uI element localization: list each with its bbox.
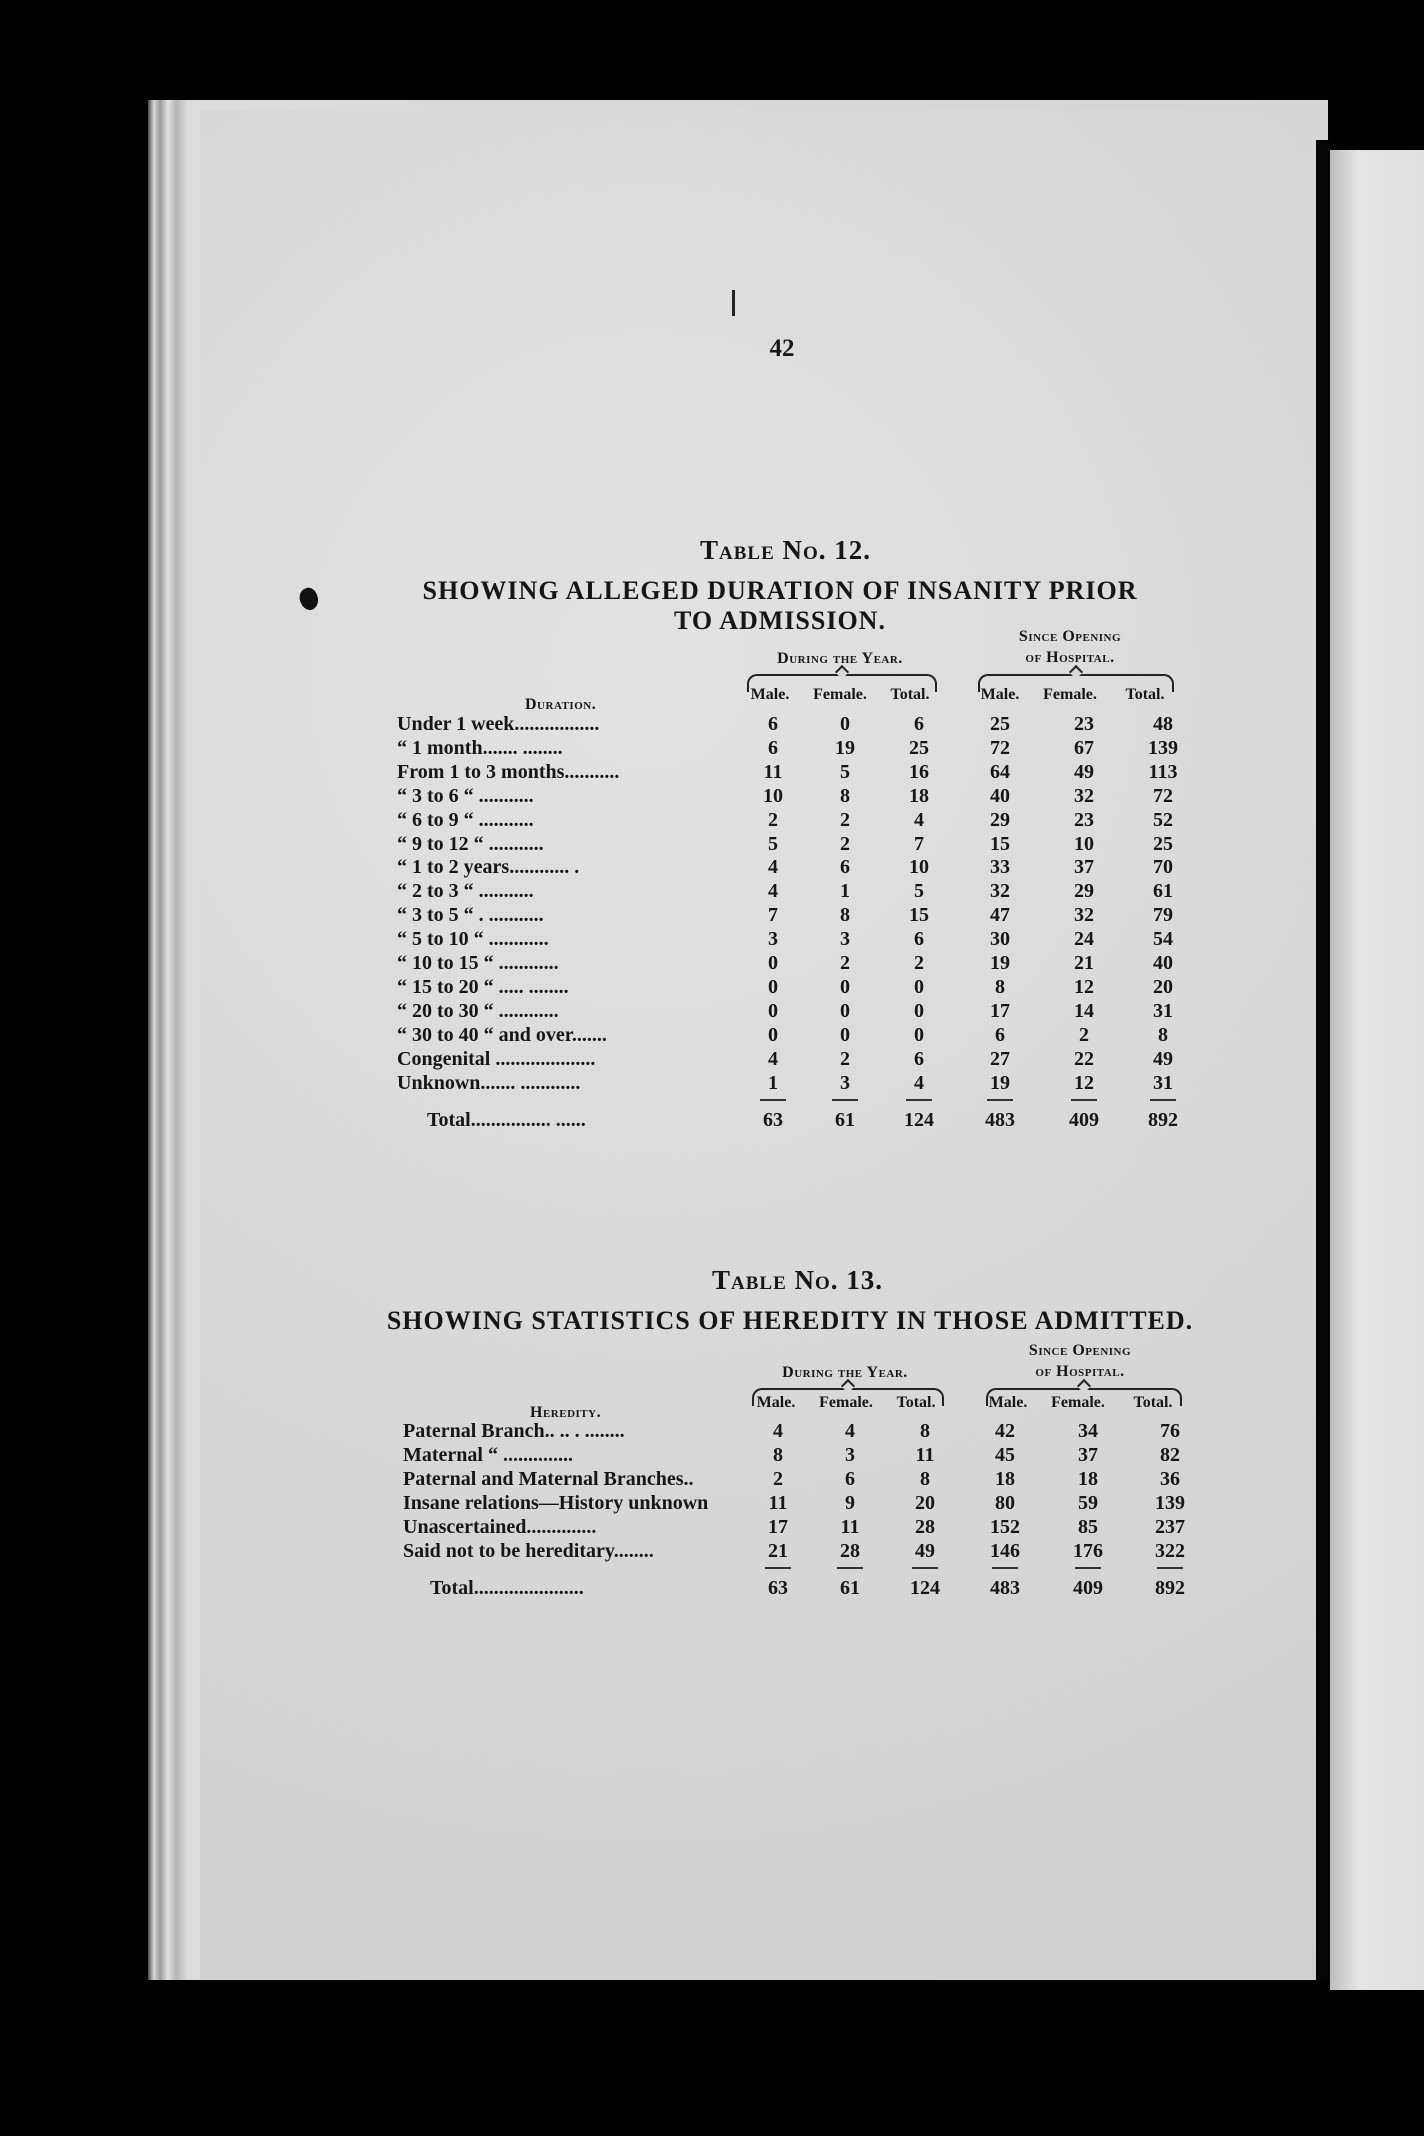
- row-label: From 1 to 3 months...........: [397, 760, 620, 783]
- row-label: “ 30 to 40 “ and over.......: [397, 1023, 607, 1046]
- row-label: “ 6 to 9 “ ...........: [397, 808, 534, 831]
- table-row: [0, 1000, 1424, 1024]
- cell-value: 2: [840, 952, 850, 974]
- row-label: Unknown....... ............: [397, 1071, 581, 1094]
- cell-value: 11: [915, 1443, 935, 1466]
- cell-value: 1: [768, 1071, 778, 1094]
- row-label: “ 3 to 6 “ ...........: [397, 784, 534, 807]
- cell-value: 32: [1074, 784, 1094, 807]
- cell-value: 176: [1073, 1539, 1103, 1562]
- cell-value: 152: [990, 1515, 1020, 1538]
- table13-col-female-year: Female.: [819, 1394, 873, 1411]
- total-value: 409: [1069, 1109, 1099, 1132]
- cell-value: 113: [1148, 760, 1178, 783]
- sum-rule: [765, 1567, 791, 1569]
- cell-value: 139: [1148, 736, 1178, 759]
- total-row: [0, 1577, 1424, 1601]
- cell-value: 0: [840, 1023, 850, 1046]
- table-row: [0, 904, 1424, 928]
- cell-value: 47: [990, 904, 1010, 927]
- table12-caption: Table No. 12.: [700, 535, 872, 565]
- cell-value: 5: [914, 880, 924, 903]
- cell-value: 4: [845, 1420, 855, 1442]
- cell-value: 11: [840, 1515, 860, 1538]
- cell-value: 237: [1155, 1515, 1185, 1538]
- cell-value: 48: [1153, 713, 1173, 735]
- cell-value: 40: [1153, 952, 1173, 974]
- table-row: [0, 976, 1424, 1000]
- sum-rule: [906, 1099, 932, 1101]
- total-value: 892: [1155, 1577, 1185, 1600]
- cell-value: 19: [835, 736, 855, 759]
- sum-rule: [1075, 1567, 1101, 1569]
- cell-value: 6: [995, 1023, 1005, 1046]
- table12-col-female-year: Female.: [813, 686, 867, 703]
- cell-value: 3: [840, 1071, 850, 1094]
- cell-value: 6: [845, 1467, 855, 1490]
- table12-group-since: [1000, 626, 1140, 668]
- cell-value: 11: [763, 760, 783, 783]
- table-row: [0, 952, 1424, 976]
- cell-value: 11: [768, 1491, 788, 1514]
- cell-value: 40: [990, 784, 1010, 807]
- cell-value: 0: [768, 975, 778, 998]
- sum-rule: [832, 1099, 858, 1101]
- row-label: “ 20 to 30 “ ............: [397, 999, 559, 1022]
- table-row: [0, 880, 1424, 904]
- cell-value: 6: [914, 713, 924, 735]
- cell-value: 21: [768, 1539, 788, 1562]
- table12-row-header: Duration.: [525, 696, 597, 713]
- cell-value: 3: [840, 928, 850, 951]
- cell-value: 8: [773, 1443, 783, 1466]
- cell-value: 37: [1074, 856, 1094, 879]
- row-label: Unascertained..............: [403, 1515, 597, 1538]
- table-row: [0, 928, 1424, 952]
- table13-group-since: [1010, 1340, 1150, 1382]
- total-value: 409: [1073, 1577, 1103, 1600]
- table13-col-male-since: Male.: [988, 1394, 1028, 1411]
- row-label: Maternal “ ..............: [403, 1443, 573, 1466]
- cell-value: 67: [1074, 736, 1094, 759]
- row-label: “ 1 month....... ........: [397, 736, 563, 759]
- cell-value: 0: [914, 975, 924, 998]
- table13-row-header: Heredity.: [530, 1404, 602, 1421]
- cell-value: 17: [990, 999, 1010, 1022]
- cell-value: 10: [1074, 832, 1094, 855]
- cell-value: 0: [840, 713, 850, 735]
- page-number: 42: [769, 335, 795, 362]
- table12-col-female-since: Female.: [1043, 686, 1097, 703]
- table-row: [0, 1516, 1424, 1540]
- cell-value: 25: [909, 736, 929, 759]
- table12-heading-line2: TO ADMISSION.: [674, 606, 886, 635]
- row-label: “ 3 to 5 “ . ...........: [397, 904, 544, 927]
- cell-value: 72: [1153, 784, 1173, 807]
- cell-value: 32: [990, 880, 1010, 903]
- cell-value: 0: [768, 999, 778, 1022]
- table-row: [0, 1540, 1424, 1564]
- cell-value: 18: [1078, 1467, 1098, 1490]
- cell-value: 0: [840, 975, 850, 998]
- table-row: [0, 856, 1424, 880]
- cell-value: 322: [1155, 1539, 1185, 1562]
- cell-value: 6: [914, 1047, 924, 1070]
- row-label: “ 2 to 3 “ ...........: [397, 880, 534, 903]
- cell-value: 34: [1078, 1420, 1098, 1442]
- cell-value: 8: [840, 784, 850, 807]
- cell-value: 22: [1074, 1047, 1094, 1070]
- cell-value: 18: [995, 1467, 1015, 1490]
- cell-value: 25: [990, 713, 1010, 735]
- cell-value: 21: [1074, 952, 1094, 974]
- total-value: 483: [985, 1109, 1015, 1132]
- table-row: [0, 1048, 1424, 1072]
- cell-value: 31: [1153, 999, 1173, 1022]
- table-row: [0, 1024, 1424, 1048]
- cell-value: 0: [914, 999, 924, 1022]
- cell-value: 76: [1160, 1420, 1180, 1442]
- cell-value: 70: [1153, 856, 1173, 879]
- cell-value: 7: [768, 904, 778, 927]
- cell-value: 4: [773, 1420, 783, 1442]
- cell-value: 2: [840, 808, 850, 831]
- table13-col-total-year: Total.: [896, 1394, 936, 1411]
- cell-value: 139: [1155, 1491, 1185, 1514]
- cell-value: 32: [1074, 904, 1094, 927]
- cell-value: 82: [1160, 1443, 1180, 1466]
- cell-value: 6: [840, 856, 850, 879]
- total-value: 483: [990, 1577, 1020, 1600]
- total-value: 63: [768, 1577, 788, 1600]
- cell-value: 2: [840, 1047, 850, 1070]
- cell-value: 8: [920, 1420, 930, 1442]
- total-value: 892: [1148, 1109, 1178, 1132]
- cell-value: 12: [1074, 975, 1094, 998]
- cell-value: 4: [768, 880, 778, 903]
- cell-value: 2: [1079, 1023, 1089, 1046]
- cell-value: 2: [840, 832, 850, 855]
- cell-value: 33: [990, 856, 1010, 879]
- cell-value: 9: [845, 1491, 855, 1514]
- table12-group-year: During the Year.: [777, 650, 903, 667]
- sum-rule: [837, 1567, 863, 1569]
- cell-value: 5: [768, 832, 778, 855]
- table13-group-since-line1: Since Opening: [1028, 1342, 1132, 1359]
- cell-value: 79: [1153, 904, 1173, 927]
- table13-col-male-year: Male.: [756, 1394, 796, 1411]
- cell-value: 23: [1074, 713, 1094, 735]
- cell-value: 4: [914, 1071, 924, 1094]
- total-value: 61: [835, 1109, 855, 1132]
- table-row: [0, 833, 1424, 857]
- cell-value: 61: [1153, 880, 1173, 903]
- cell-value: 1: [840, 880, 850, 903]
- cell-value: 3: [845, 1443, 855, 1466]
- table13-col-total-since: Total.: [1133, 1394, 1173, 1411]
- table-row: [0, 1420, 1424, 1444]
- row-label: Said not to be hereditary........: [403, 1539, 654, 1562]
- cell-value: 8: [995, 975, 1005, 998]
- cell-value: 17: [768, 1515, 788, 1538]
- cell-value: 19: [990, 952, 1010, 974]
- cell-value: 8: [1158, 1023, 1168, 1046]
- row-label: Paternal and Maternal Branches..: [403, 1467, 694, 1490]
- cell-value: 6: [914, 928, 924, 951]
- sum-rule: [987, 1099, 1013, 1101]
- table12-group-since-line1: Since Opening: [1018, 628, 1122, 645]
- cell-value: 20: [915, 1491, 935, 1514]
- cell-value: 8: [920, 1467, 930, 1490]
- cell-value: 15: [909, 904, 929, 927]
- row-label: “ 5 to 10 “ ............: [397, 928, 549, 951]
- cell-value: 0: [840, 999, 850, 1022]
- row-label: Insane relations—History unknown: [403, 1491, 709, 1514]
- cell-value: 49: [1074, 760, 1094, 783]
- row-label: Paternal Branch.. .. . ........: [403, 1420, 625, 1442]
- cell-value: 4: [914, 808, 924, 831]
- cell-value: 12: [1074, 1071, 1094, 1094]
- cell-value: 8: [840, 904, 850, 927]
- table-row: [0, 713, 1424, 737]
- sum-rule: [760, 1099, 786, 1101]
- cell-value: 0: [768, 1023, 778, 1046]
- cell-value: 4: [768, 856, 778, 879]
- cell-value: 29: [1074, 880, 1094, 903]
- cell-value: 4: [768, 1047, 778, 1070]
- cell-value: 23: [1074, 808, 1094, 831]
- cell-value: 64: [990, 760, 1010, 783]
- cell-value: 28: [915, 1515, 935, 1538]
- table12-col-male-since: Male.: [980, 686, 1020, 703]
- cell-value: 37: [1078, 1443, 1098, 1466]
- cell-value: 28: [840, 1539, 860, 1562]
- table-row: [0, 809, 1424, 833]
- table12-group-since-line2: of Hospital.: [1025, 649, 1115, 666]
- cell-value: 18: [909, 784, 929, 807]
- table-row: [0, 1492, 1424, 1516]
- table12-col-total-since: Total.: [1125, 686, 1165, 703]
- cell-value: 19: [990, 1071, 1010, 1094]
- cell-value: 85: [1078, 1515, 1098, 1538]
- cell-value: 15: [990, 832, 1010, 855]
- cell-value: 10: [909, 856, 929, 879]
- sum-rule: [1071, 1099, 1097, 1101]
- table12-col-total-year: Total.: [890, 686, 930, 703]
- cell-value: 49: [1153, 1047, 1173, 1070]
- total-label: Total......................: [430, 1577, 584, 1600]
- ink-mark: [732, 290, 735, 316]
- row-label: Congenital ....................: [397, 1047, 596, 1070]
- table13-group-since-line2: of Hospital.: [1035, 1363, 1125, 1380]
- row-label: “ 10 to 15 “ ............: [397, 952, 559, 974]
- table13-caption: Table No. 13.: [712, 1265, 884, 1295]
- cell-value: 54: [1153, 928, 1173, 951]
- cell-value: 7: [914, 832, 924, 855]
- total-value: 124: [904, 1109, 934, 1132]
- table13-group-year: During the Year.: [782, 1364, 908, 1381]
- row-label: “ 15 to 20 “ ..... ........: [397, 975, 569, 998]
- table-row: [0, 1444, 1424, 1468]
- row-label: “ 9 to 12 “ ...........: [397, 832, 544, 855]
- cell-value: 31: [1153, 1071, 1173, 1094]
- cell-value: 2: [773, 1467, 783, 1490]
- cell-value: 14: [1074, 999, 1094, 1022]
- cell-value: 29: [990, 808, 1010, 831]
- cell-value: 0: [914, 1023, 924, 1046]
- cell-value: 3: [768, 928, 778, 951]
- cell-value: 10: [763, 784, 783, 807]
- cell-value: 72: [990, 736, 1010, 759]
- sum-rule: [1150, 1099, 1176, 1101]
- row-label: Under 1 week.................: [397, 713, 600, 735]
- total-value: 61: [840, 1577, 860, 1600]
- cell-value: 49: [915, 1539, 935, 1562]
- table-row: [0, 785, 1424, 809]
- cell-value: 52: [1153, 808, 1173, 831]
- cell-value: 45: [995, 1443, 1015, 1466]
- table13-col-female-since: Female.: [1051, 1394, 1105, 1411]
- cell-value: 24: [1074, 928, 1094, 951]
- cell-value: 36: [1160, 1467, 1180, 1490]
- cell-value: 2: [768, 808, 778, 831]
- sum-rule: [912, 1567, 938, 1569]
- cell-value: 25: [1153, 832, 1173, 855]
- cell-value: 59: [1078, 1491, 1098, 1514]
- cell-value: 2: [914, 952, 924, 974]
- cell-value: 16: [909, 760, 929, 783]
- cell-value: 20: [1153, 975, 1173, 998]
- cell-value: 146: [990, 1539, 1020, 1562]
- sum-rule: [992, 1567, 1018, 1569]
- total-value: 124: [910, 1577, 940, 1600]
- sum-rule: [1157, 1567, 1183, 1569]
- table-row: [0, 737, 1424, 761]
- table12-heading-line1: SHOWING ALLEGED DURATION OF INSANITY PRIOR: [422, 576, 1138, 605]
- row-label: “ 1 to 2 years............ .: [397, 856, 580, 879]
- table-row: [0, 1468, 1424, 1492]
- cell-value: 42: [995, 1420, 1015, 1442]
- cell-value: 80: [995, 1491, 1015, 1514]
- cell-value: 6: [768, 713, 778, 735]
- cell-value: 0: [768, 952, 778, 974]
- table12-col-male-year: Male.: [750, 686, 790, 703]
- cell-value: 30: [990, 928, 1010, 951]
- total-label: Total................ ......: [427, 1109, 586, 1132]
- table13-heading: SHOWING STATISTICS OF HEREDITY IN THOSE ADMITTED.: [386, 1306, 1194, 1335]
- table-row: [0, 761, 1424, 785]
- cell-value: 27: [990, 1047, 1010, 1070]
- total-value: 63: [763, 1109, 783, 1132]
- cell-value: 6: [768, 736, 778, 759]
- total-row: [0, 1109, 1424, 1133]
- cell-value: 5: [840, 760, 850, 783]
- table-row: [0, 1072, 1424, 1096]
